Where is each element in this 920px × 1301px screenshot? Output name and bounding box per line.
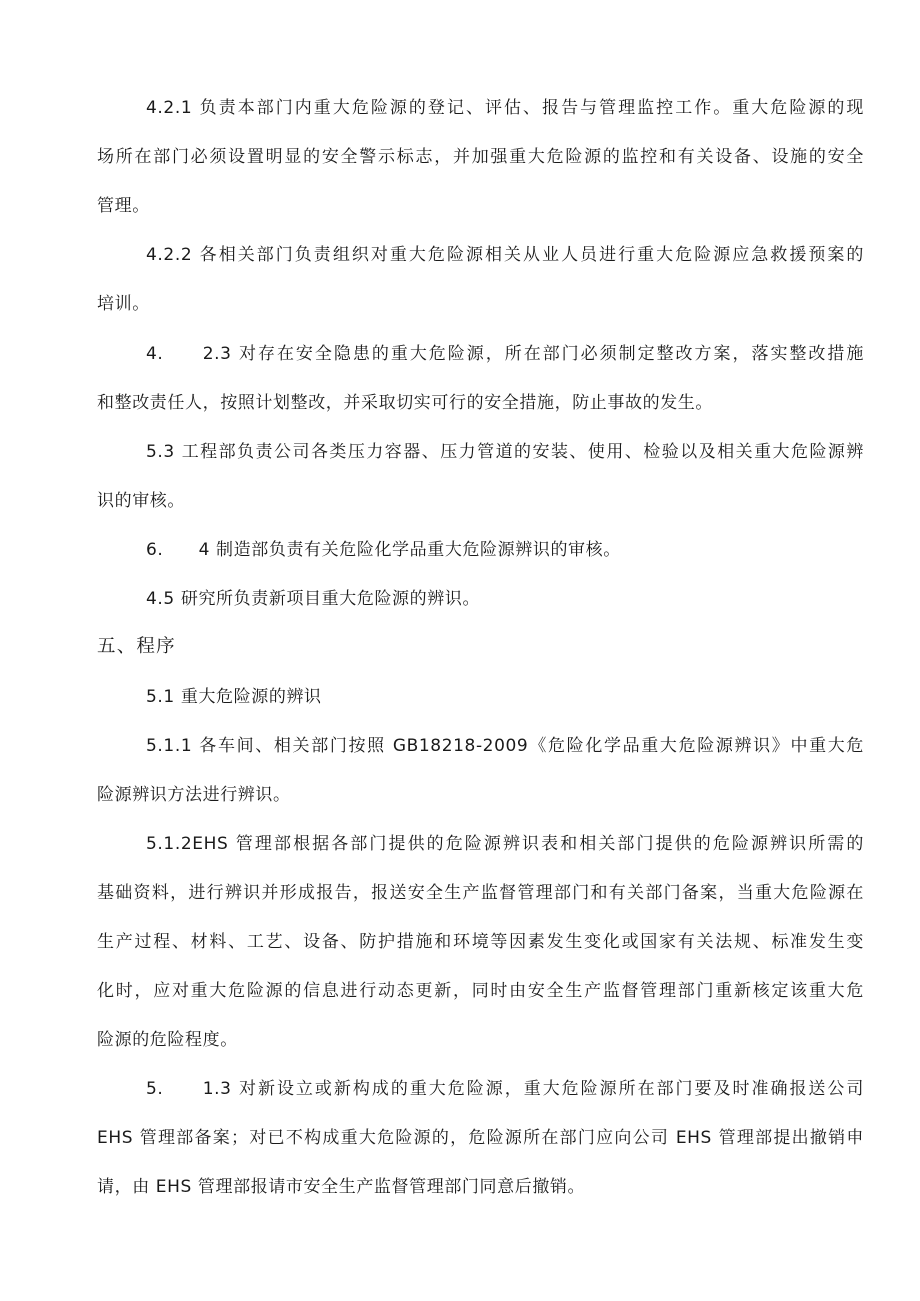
paragraph-6-4: 6. 4 制造部负责有关危险化学品重大危险源辨识的审核。 (146, 540, 621, 560)
paragraph-5-3-line-1: 5.3 工程部负责公司各类压力容器、压力管道的安装、使用、检验以及相关重大危险源辨 (146, 442, 864, 462)
section-heading-procedure: 五、程序 (97, 636, 176, 657)
paragraph-5-1-2-line-2: 基础资料，进行辨识并形成报告，报送安全生产监督管理部门和有关部门备案，当重大危险源在 (97, 883, 864, 903)
paragraph-5-1-2-line-3: 生产过程、材料、工艺、设备、防护措施和环境等因素发生变化或国家有关法规、标准发生变 (97, 932, 864, 952)
paragraph-4-2-2-line-1: 4.2.2 各相关部门负责组织对重大危险源相关从业人员进行重大危险源应急救援预案的 (146, 245, 864, 265)
paragraph-5-1-1-line-1: 5.1.1 各车间、相关部门按照 GB18218-2009《危险化学品重大危险源辨识》中重大危 (146, 736, 864, 756)
paragraph-4-2-3-line-1: 4. 2.3 对存在安全隐患的重大危险源，所在部门必须制定整改方案，落实整改措施 (146, 344, 864, 364)
paragraph-5-1-3-line-1: 5. 1.3 对新设立或新构成的重大危险源，重大危险源所在部门要及时准确报送公司 (146, 1079, 864, 1099)
paragraph-4-2-3-line-2: 和整改责任人，按照计划整改，并采取切实可行的安全措施，防止事故的发生。 (97, 393, 713, 413)
paragraph-4-2-2-line-2: 培训。 (97, 294, 150, 314)
paragraph-5-1: 5.1 重大危险源的辨识 (146, 687, 322, 707)
paragraph-4-2-1-line-3: 管理。 (97, 196, 150, 216)
paragraph-4-5: 4.5 研究所负责新项目重大危险源的辨识。 (146, 589, 481, 609)
paragraph-5-1-2-line-4: 化时，应对重大危险源的信息进行动态更新，同时由安全生产监督管理部门重新核定该重大危 (97, 981, 864, 1001)
paragraph-5-1-3-line-3: 请，由 EHS 管理部报请市安全生产监督管理部门同意后撤销。 (97, 1177, 586, 1197)
paragraph-5-1-2-line-1: 5.1.2EHS 管理部根据各部门提供的危险源辨识表和相关部门提供的危险源辨识所需的 (146, 834, 864, 854)
paragraph-4-2-1-line-1: 4.2.1 负责本部门内重大危险源的登记、评估、报告与管理监控工作。重大危险源的现 (146, 98, 864, 118)
paragraph-5-3-line-2: 识的审核。 (97, 491, 185, 511)
paragraph-4-2-1-line-2: 场所在部门必须设置明显的安全警示标志，并加强重大危险源的监控和有关设备、设施的安全 (97, 147, 864, 167)
paragraph-5-1-3-line-2: EHS 管理部备案；对已不构成重大危险源的，危险源所在部门应向公司 EHS 管理部提出撤销申 (97, 1128, 864, 1148)
paragraph-5-1-1-line-2: 险源辨识方法进行辨识。 (97, 785, 291, 805)
paragraph-5-1-2-line-5: 险源的危险程度。 (97, 1030, 238, 1050)
